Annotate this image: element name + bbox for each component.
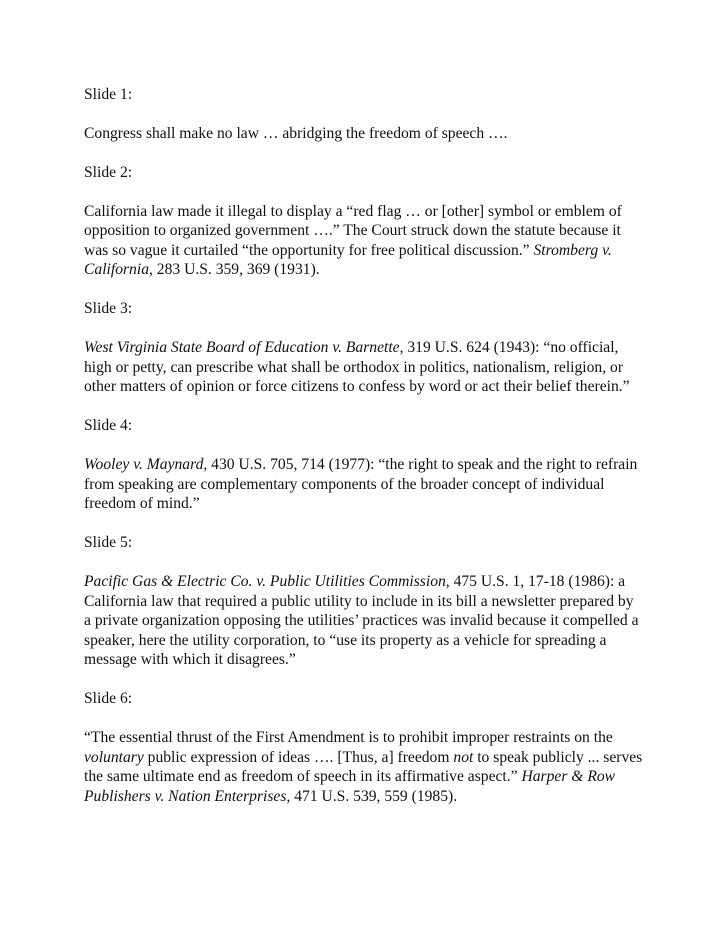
slide-text: West Virginia State Board of Education v. Barnette, 319 U.S. 624 (1943): “no official, high or petty, can prescribe what shall be orthodox in politics, nationalism, religion, or other matters of opinion or force citizens to confess by word or act their belief therein.”: [84, 339, 630, 395]
slide-heading: Slide 3:: [84, 300, 133, 317]
document-page: [84, 85, 644, 806]
slide-heading: Slide 5:: [84, 534, 133, 551]
slide-heading: Slide 1:: [84, 86, 133, 103]
slide-section-4: [84, 416, 644, 514]
slide-section-2: [84, 163, 644, 280]
slide-section-3: [84, 299, 644, 397]
case-name: Harper & Row Publishers v. Nation Enterprises,: [84, 768, 616, 805]
slide-text: Pacific Gas & Electric Co. v. Public Utilities Commission, 475 U.S. 1, 17-18 (1986): a California law that required a public utility to include in its bill a newsletter prepared by a private organization opposing the utilities’ practices was invalid because it compelled a speaker, here the utility corporation, to “use its property as a vehicle for spreading a message with which it disagrees.”: [84, 573, 639, 668]
slide-section-6: [84, 689, 644, 806]
slide-text: “The essential thrust of the First Amendment is to prohibit improper restraints on the voluntary public expression of ideas …. [Thus, a] freedom not to speak publicly ... serves the same ultimate end as freedom of speech in its affirmative aspect.” Harper & Row Publishers v. Nation Enterprises, 471 U.S. 539, 559 (1985).: [84, 729, 643, 805]
emphasis-text: voluntary: [84, 748, 144, 766]
slide-heading: Slide 6:: [84, 690, 133, 707]
case-name: Pacific Gas & Electric Co. v. Public Utilities Commission,: [84, 573, 450, 590]
slide-text: Congress shall make no law … abridging the freedom of speech ….: [84, 124, 508, 142]
case-name: Wooley v. Maynard,: [84, 456, 208, 473]
slide-section-5: [84, 533, 644, 670]
slide-text: California law made it illegal to display a “red flag … or [other] symbol or emblem of opposition to organized government ….” The Court struck down the statute because it was so vague it curtailed “the opportunity for free political discussion.” Stromberg v. California, 283 U.S. 359, 369 (1931).: [84, 202, 622, 278]
emphasis-text: not: [453, 748, 474, 766]
slide-section-1: [84, 85, 644, 143]
slide-text: Wooley v. Maynard, 430 U.S. 705, 714 (1977): “the right to speak and the right to refrain from speaking are complementary components of the broader concept of individual freedom of mind.”: [84, 456, 638, 512]
slide-heading: Slide 4:: [84, 417, 133, 434]
slide-heading: Slide 2:: [84, 163, 133, 181]
case-name: Stromberg v. California,: [84, 241, 612, 278]
case-name: West Virginia State Board of Education v. Barnette,: [84, 339, 404, 356]
